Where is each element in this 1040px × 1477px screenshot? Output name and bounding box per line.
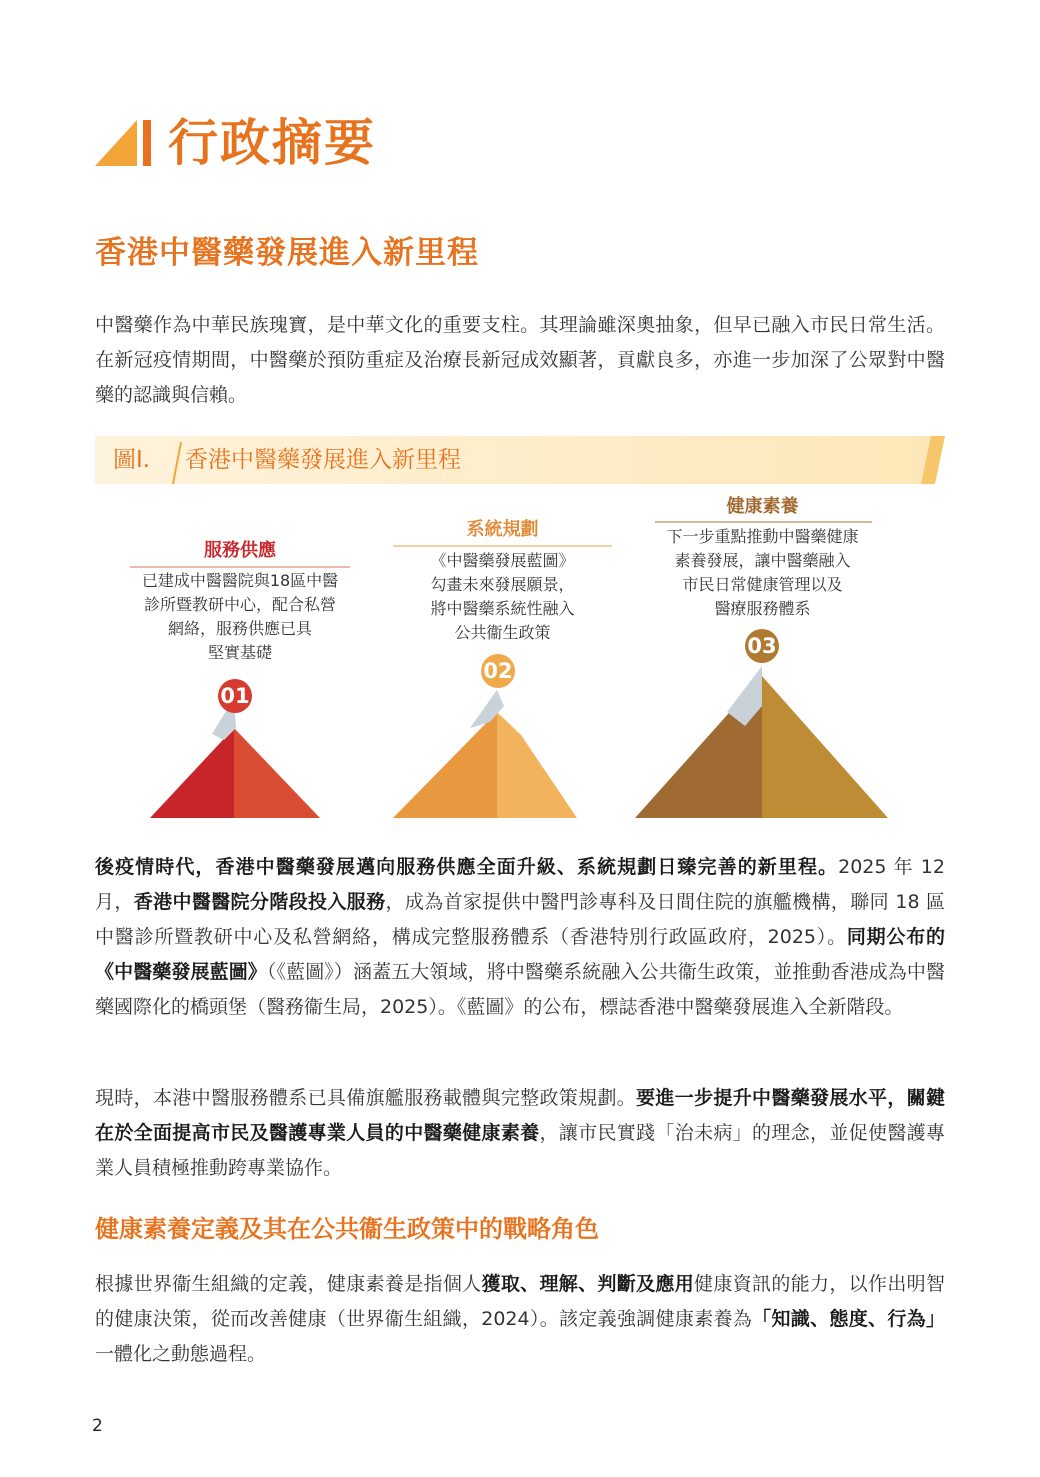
figure-label: 圖I.: [113, 447, 151, 473]
step-title-health-literacy: 健康素養: [726, 496, 799, 517]
intro-paragraph: 中醫藥作為中華民族瑰寶，是中華文化的重要支柱。其理論雖深奧抽象，但早已融入市民日常生活。在新冠疫情期間，中醫藥於預防重症及治療長新冠成效顯著，貢獻良多，亦進一步加深了公眾對中醫藥的認識與信賴。: [95, 314, 945, 406]
mountain-1: [150, 698, 320, 818]
emphasis-text: 「知識、態度、行為」: [752, 1308, 945, 1330]
step-1-line-4: 堅實基礎: [207, 643, 272, 662]
step-3-line-4: 醫療服務體系: [714, 599, 811, 618]
page-title: 行政摘要: [168, 114, 376, 172]
emphasis-text: 獲取、理解、判斷及應用: [481, 1273, 695, 1295]
step-3-line-3: 市民日常健康管理以及: [682, 575, 843, 594]
body-text: 現時，本港中醫服務體系已具備旗艦服務載體與完整政策規劃。: [95, 1087, 637, 1109]
step-2-line-1: 《中醫藥發展藍圖》: [430, 551, 575, 570]
step-description-2: [395, 549, 610, 645]
step-2-line-4: 公共衞生政策: [454, 623, 551, 642]
body-text: 2025 年 12 月，: [95, 856, 945, 913]
step-description-1: [125, 569, 355, 665]
step-1-line-3: 網絡，服務供應已具: [167, 619, 312, 638]
emphasis-text: 香港中醫醫院分階段投入服務: [133, 891, 386, 913]
figure-title: 香港中醫藥發展進入新里程: [185, 447, 461, 473]
step-number-badge-2: 02: [481, 654, 515, 688]
step-2-line-2: 勾畫未來發展願景，: [430, 575, 575, 594]
step-description-3: [650, 525, 875, 621]
body-text: 健康資訊的能力，以作出明智的健康決策，從而改善健康（世界衞生組織，2024）。該定義強調健康素養為: [95, 1273, 945, 1330]
main-heading: 香港中醫藥發展進入新里程: [95, 235, 479, 271]
step-3-line-1: 下一步重點推動中醫藥健康: [666, 527, 859, 546]
page-number: 2: [92, 1416, 103, 1436]
sub-heading: 健康素養定義及其在公共衞生政策中的戰略角色: [95, 1215, 599, 1243]
body-paragraph-2: [95, 1081, 945, 1186]
body-text: ，讓市民實踐「治未病」的理念，並促使醫護專業人員積極推動跨專業協作。: [95, 1122, 945, 1179]
emphasis-text: 同期公布的《中醫藥發展藍圖》: [95, 926, 945, 983]
mountain-3: [635, 666, 888, 818]
emphasis-text: 要進一步提升中醫藥發展水平，關鍵在於全面提高市民及醫護專業人員的中醫藥健康素養: [95, 1087, 945, 1144]
body-paragraph-1: [95, 850, 945, 1025]
step-1-line-1: 已建成中醫醫院與18區中醫: [141, 571, 339, 590]
body-paragraph-3: [95, 1267, 945, 1372]
step-1-line-2: 診所暨教研中心，配合私營: [143, 595, 336, 614]
body-text: （《藍圖》）涵蓋五大領域，將中醫藥系統融入公共衞生政策，並推動香港成為中醫藥國際化的橋頭堡（醫務衞生局，2025）。《藍圖》的公布，標誌香港中醫藥發展進入全新階段。: [95, 961, 945, 1018]
step-number-badge-1: 01: [218, 679, 252, 713]
step-3-line-2: 素養發展，讓中醫藥融入: [674, 551, 851, 570]
body-text: 一體化之動態過程。: [95, 1343, 267, 1365]
body-text: ，成為首家提供中醫門診專科及日間住院的旗艦機構，聯同 18 區中醫診所暨教研中心及私營網絡，構成完整服務體系（香港特別行政區政府，2025）。: [95, 891, 945, 948]
mountain-2: [393, 690, 577, 818]
step-title-system-planning: 系統規劃: [466, 519, 539, 540]
triangle-title-icon: [95, 118, 157, 168]
step-number-badge-3: 03: [745, 629, 779, 663]
emphasis-text: 後疫情時代，香港中醫藥發展邁向服務供應全面升級、系統規劃日臻完善的新里程。: [95, 856, 839, 878]
step-2-line-3: 將中醫藥系統性融入: [430, 599, 575, 618]
body-text: 根據世界衞生組織的定義，健康素養是指個人: [95, 1273, 482, 1295]
step-title-service-supply: 服務供應: [204, 540, 276, 561]
